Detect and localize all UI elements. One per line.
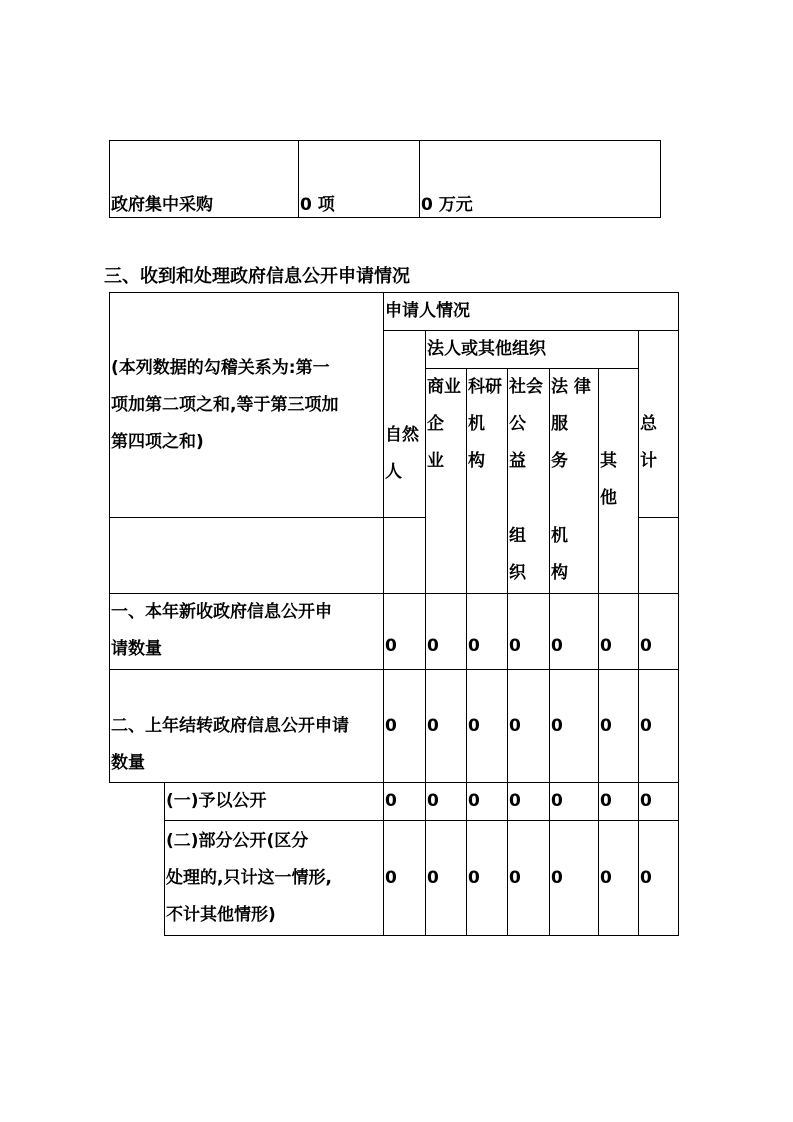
row-label-carryover — [110, 670, 384, 783]
value-cell: 0 — [599, 783, 639, 821]
col-legal-line-1: 法 律 — [551, 377, 591, 397]
value-cell: 0 — [467, 670, 508, 783]
value-cell: 0 — [550, 670, 599, 783]
col-natural-line-2: 人 — [385, 462, 402, 482]
col-social-line-2: 公 — [509, 414, 526, 434]
value-cell: 0 — [639, 670, 679, 783]
blank-cell-research — [467, 518, 508, 594]
desc-cell — [110, 293, 384, 518]
procurement-label: 政府集中采购 — [110, 141, 299, 218]
value-cell: 0 — [384, 783, 426, 821]
col-legal-cont — [550, 518, 599, 594]
value-cell: 0 — [599, 670, 639, 783]
col-legal-cont-line-1: 机 — [551, 525, 568, 546]
row-label-new-applications — [110, 594, 384, 670]
indent-cell — [110, 783, 165, 936]
col-social-cont-line-2: 织 — [509, 562, 526, 583]
value-cell: 0 — [426, 594, 467, 670]
table-row — [110, 783, 679, 821]
value-cell: 0 — [599, 821, 639, 936]
blank-cell-business — [426, 518, 467, 594]
row4-label-line-1: (二)部分公开(区分 — [166, 830, 309, 851]
value-cell: 0 — [384, 821, 426, 936]
col-other-line-2: 他 — [600, 488, 617, 508]
col-other — [599, 369, 639, 518]
application-table — [109, 292, 679, 936]
col-other-line-1: 其 — [600, 451, 617, 471]
col-total-line-1: 总 — [640, 414, 657, 434]
procurement-count: 0 项 — [299, 141, 420, 218]
col-legal-line-3: 务 — [551, 451, 568, 471]
procurement-row — [110, 141, 661, 218]
col-total — [639, 331, 679, 518]
procurement-amount: 0 万元 — [420, 141, 661, 218]
blank-cell-other — [599, 518, 639, 594]
col-research-line-1: 科研 — [468, 377, 502, 397]
col-social-welfare — [508, 369, 550, 518]
col-natural-person — [384, 331, 426, 518]
value-cell: 0 — [426, 783, 467, 821]
header-row-applicant — [110, 293, 679, 331]
row2-label-line-1: 二、上年结转政府信息公开申请 — [111, 716, 349, 736]
value-cell: 0 — [426, 821, 467, 936]
value-cell: 0 — [467, 821, 508, 936]
col-research-line-3: 构 — [468, 451, 485, 471]
table-row — [110, 594, 679, 670]
value-cell: 0 — [467, 594, 508, 670]
row-label-partial — [165, 821, 384, 936]
row-label-disclosed: (一)予以公开 — [165, 783, 384, 821]
table-row — [110, 821, 679, 936]
value-cell: 0 — [508, 821, 550, 936]
col-total-line-2: 计 — [640, 451, 657, 471]
value-cell: 0 — [467, 783, 508, 821]
row4-label-line-2: 处理的,只计这一情形, — [166, 867, 332, 888]
desc-line-3: 第四项之和) — [111, 431, 204, 452]
header-legal: 法人或其他组织 — [426, 331, 639, 369]
col-social-cont — [508, 518, 550, 594]
col-legal-cont-line-2: 构 — [551, 562, 568, 583]
value-cell: 0 — [639, 821, 679, 936]
value-cell: 0 — [508, 594, 550, 670]
value-cell: 0 — [550, 783, 599, 821]
col-business-line-2: 企 — [427, 414, 444, 434]
blank-cell-total — [639, 518, 679, 594]
row1-label-line-1: 一、本年新收政府信息公开申 — [111, 602, 332, 622]
value-cell: 0 — [384, 594, 426, 670]
col-social-cont-line-1: 组 — [509, 525, 526, 546]
col-legal-line-2: 服 — [551, 414, 568, 434]
col-legal-service — [550, 369, 599, 518]
row2-label-line-2: 数量 — [111, 753, 145, 773]
col-business-line-1: 商业 — [427, 377, 461, 397]
col-business — [426, 369, 467, 518]
col-research-line-2: 机 — [468, 414, 485, 434]
col-natural-line-1: 自然 — [385, 425, 419, 445]
row1-label-line-2: 请数量 — [111, 639, 162, 659]
value-cell: 0 — [599, 594, 639, 670]
section-title: 三、收到和处理政府信息公开申请情况 — [104, 266, 410, 287]
table-row — [110, 670, 679, 783]
value-cell: 0 — [508, 670, 550, 783]
col-business-line-3: 业 — [427, 451, 444, 471]
value-cell: 0 — [639, 594, 679, 670]
value-cell: 0 — [508, 783, 550, 821]
row4-label-line-3: 不计其他情形) — [166, 904, 276, 925]
value-cell: 0 — [384, 670, 426, 783]
header-row-continuation — [110, 518, 679, 594]
value-cell: 0 — [639, 783, 679, 821]
col-research — [467, 369, 508, 518]
blank-cell-natural — [384, 518, 426, 594]
value-cell: 0 — [550, 594, 599, 670]
col-social-line-1: 社会 — [509, 377, 543, 397]
value-cell: 0 — [550, 821, 599, 936]
value-cell: 0 — [426, 670, 467, 783]
desc-line-1: (本列数据的勾稽关系为:第一 — [111, 357, 330, 378]
col-social-line-3: 益 — [509, 451, 526, 471]
procurement-table — [109, 140, 661, 218]
header-applicant: 申请人情况 — [384, 293, 679, 331]
blank-cell — [110, 518, 384, 594]
desc-line-2: 项加第二项之和,等于第三项加 — [111, 394, 339, 415]
